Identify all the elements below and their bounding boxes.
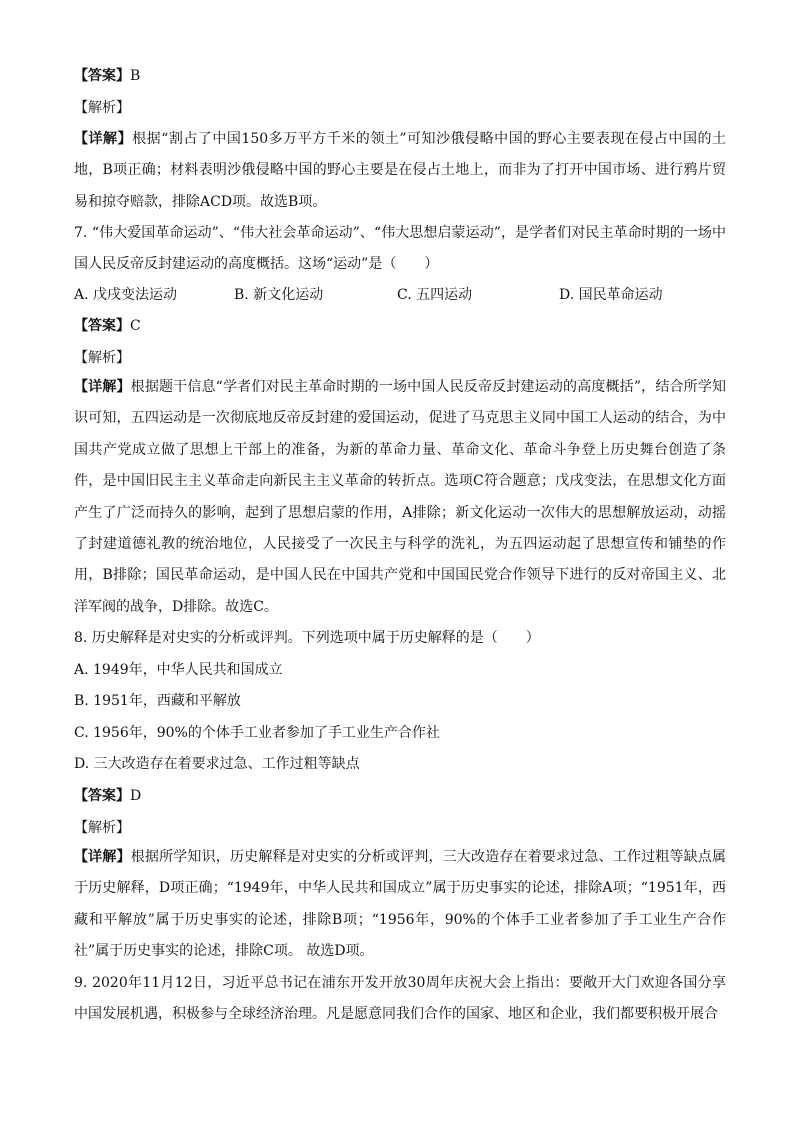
q7-option-c: C. 五四运动: [397, 287, 473, 303]
q6-detail-label: 【详解】: [74, 131, 133, 147]
q8-option-d: D. 三大改造存在着要求过急、工作过粗等缺点: [74, 756, 360, 772]
q8-option-c: C. 1956年，90%的个体手工业者参加了手工业生产合作社: [74, 725, 440, 741]
q6-detail-text: 根据“割占了中国150多万平方千米的领土”可知沙俄侵略中国的野心主要表现在侵占中国的土地，B项正确；材料表明沙俄侵略中国的野心主要是在侵占土地上，而非为了打开中国市场、进行鸦片贸易和掠夺赔款，排除ACD项。故选B项。: [74, 131, 726, 210]
q7-option-a: A. 戊戌变法运动: [74, 287, 178, 303]
q8-option-a: A. 1949年，中华人民共和国成立: [74, 662, 283, 678]
q8-answer-label: 【答案】: [74, 788, 130, 804]
q6-answer-label: 【答案】: [74, 68, 130, 84]
q7-answer-value: C: [130, 318, 141, 334]
q9-stem: 9. 2020年11月12日，习近平总书记在浦东开发开放30周年庆祝大会上指出：要敞开大门欢迎各国分享中国发展机遇，积极参与全球经济治理。凡是愿意同我们合作的国家、地区和企业，我们都要积极开展合: [74, 975, 726, 1023]
q8-stem: 8. 历史解释是对史实的分析或评判。下列选项中属于历史解释的是（ ）: [74, 630, 540, 646]
q7-detail-text: 根据题干信息“学者们对民主革命时期的一场中国人民反帝反封建运动的高度概括”，结合所学知识可知，五四运动是一次彻底地反帝反封建的爱国运动，促进了马克思主义同中国工人运动的结合，为中国共产党成立做了思想上干部上的准备，为新的革命力量、革命文化、革命斗争登上历史舞台创造了条件，是中国旧民主主义革命走向新民主主义革命的转折点。选项C符合题意；戊戌变法，在思想文化方面产生了广泛而持久的影响，起到了思想启蒙的作用，A排除；新文化运动一次伟大的思想解放运动，动摇了封建道德礼教的统治地位，人民接受了一次民主与科学的洗礼，为五四运动起了思想宣传和铺垫的作用，B排除；国民革命运动，是中国人民在中国共产党和中国国民党合作领导下进行的反对帝国主义、北洋军阀的战争，D排除。故选C。: [74, 379, 727, 615]
q8-detail: [74, 842, 726, 968]
q8-detail-label: 【详解】: [74, 849, 131, 865]
q8-option-b: B. 1951年，西藏和平解放: [74, 693, 241, 709]
q6-detail: [74, 124, 726, 218]
q7-detail: [74, 372, 726, 623]
q7-option-b: B. 新文化运动: [234, 287, 324, 303]
q7-options: [74, 284, 734, 306]
q8-detail-text: 根据所学知识，历史解释是对史实的分析或评判，三大改造存在着要求过急、工作过粗等缺点属于历史解释，D项正确；“1949年，中华人民共和国成立”属于历史事实的论述，排除A项；“1951年，西藏和平解放”属于历史事实的论述，排除B项；“1956年，90%的个体手工业者参加了手工业生产合作社”属于历史事实的论述，排除C项。 故选D项。: [74, 849, 727, 960]
q7-stem: 7. “伟大爱国革命运动”、“伟大社会革命运动”、“伟大思想启蒙运动”，是学者们对民主革命时期的一场中国人民反帝反封建运动的高度概括。这场“运动”是（ ）: [74, 225, 726, 273]
q6-answer-value: B: [130, 68, 141, 84]
q6-answer: [74, 66, 140, 86]
q7-answer-label: 【答案】: [74, 318, 130, 334]
q7-analysis-label: 【解析】: [74, 350, 130, 366]
q6-analysis-label: 【解析】: [74, 100, 130, 116]
q8-answer: [74, 786, 141, 806]
q8-analysis-label: 【解析】: [74, 820, 130, 836]
q8-answer-value: D: [130, 788, 142, 804]
q7-answer: [74, 316, 141, 336]
q7-detail-label: 【详解】: [74, 379, 131, 395]
q7-option-d: D. 国民革命运动: [559, 287, 663, 303]
